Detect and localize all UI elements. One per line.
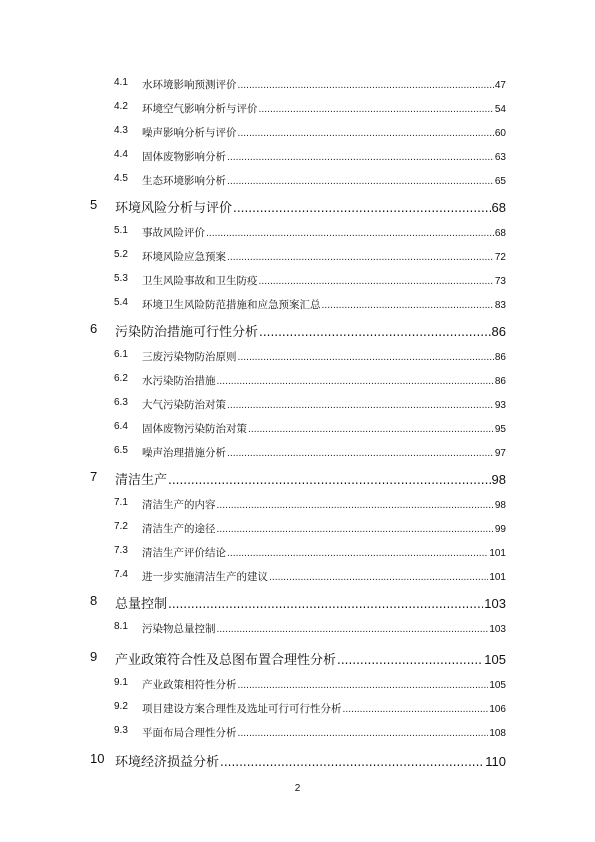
dot-leader (227, 177, 494, 187)
toc-entry-title: 噪声治理措施分析 (142, 447, 226, 459)
toc-entry-number: 5.4 (114, 297, 128, 308)
toc-entry-page: 68 (494, 228, 506, 239)
toc-entry-title: 项目建设方案合理性及选址可行可行性分析 (142, 703, 342, 715)
dot-leader (248, 425, 494, 435)
toc-entry-number: 7.3 (114, 545, 128, 556)
toc-entry-page: 99 (494, 524, 506, 535)
toc-entry-number: 10 (90, 751, 105, 766)
toc-entry-number: 5.2 (114, 249, 128, 260)
toc-entry-page: 105 (489, 680, 506, 691)
toc-entry-title: 进一步实施清洁生产的建议 (142, 571, 268, 583)
toc-entry-title: 水环境影响预测评价 (142, 79, 237, 91)
dot-leader (168, 473, 491, 487)
toc-entry-page: 103 (484, 596, 506, 611)
toc-entry-number: 4.1 (114, 77, 128, 88)
dot-leader (238, 353, 494, 363)
toc-entry-title: 噪声影响分析与评价 (142, 127, 237, 139)
toc-entry-page: 98 (494, 500, 506, 511)
toc-entry-title: 清洁生产的途径 (142, 523, 216, 535)
toc-entry-number: 4.3 (114, 125, 128, 136)
toc-entry-title: 环境风险应急预案 (142, 251, 226, 263)
toc-entry-page: 65 (494, 176, 506, 187)
toc-entry-title: 平面布局合理性分析 (142, 727, 237, 739)
toc-entry-number: 5 (90, 197, 98, 212)
toc-entry-number: 7.1 (114, 497, 128, 508)
toc-entry-page: 72 (494, 252, 506, 263)
toc-entry-page: 95 (494, 424, 506, 435)
dot-leader (259, 105, 494, 115)
toc-entry-page: 106 (489, 704, 506, 715)
toc-entry-page: 54 (494, 104, 506, 115)
toc-entry-title: 固体废物污染防治对策 (142, 423, 247, 435)
toc-entry-number: 4.4 (114, 149, 128, 160)
toc-entry-number: 6.5 (114, 445, 128, 456)
dot-leader (168, 597, 483, 611)
toc-entry-page: 60 (494, 128, 506, 139)
toc-entry-title: 清洁生产评价结论 (142, 547, 226, 559)
dot-leader (233, 201, 491, 215)
toc-entry-number: 7.4 (114, 569, 128, 580)
toc-entry-number: 6.3 (114, 397, 128, 408)
dot-leader (227, 449, 494, 459)
toc-entry-number: 9.2 (114, 701, 128, 712)
toc-entry-number: 4.5 (114, 173, 128, 184)
toc-entry-title: 水污染防治措施 (142, 375, 216, 387)
toc-entry-page: 86 (491, 324, 506, 339)
dot-leader (238, 729, 489, 739)
dot-leader (206, 229, 494, 239)
toc-entry-title: 卫生风险事故和卫生防疫 (142, 275, 258, 287)
toc-entry-page: 110 (485, 754, 506, 769)
toc-entry-number: 8 (90, 593, 98, 608)
dot-leader (337, 653, 483, 667)
toc-entry-number: 9 (90, 649, 98, 664)
dot-leader (227, 253, 494, 263)
toc-entry-title: 总量控制 (115, 597, 168, 612)
toc-entry-number: 5.1 (114, 225, 128, 236)
toc-entry-number: 5.3 (114, 273, 128, 284)
toc-entry-page: 98 (491, 472, 506, 487)
toc-entry-title: 环境卫生风险防范措施和应急预案汇总 (142, 299, 321, 311)
toc-entry-number: 7.2 (114, 521, 128, 532)
toc-entry-page: 86 (494, 376, 506, 387)
dot-leader (220, 755, 484, 769)
toc-entry-title: 环境风险分析与评价 (115, 201, 233, 216)
dot-leader (217, 501, 494, 511)
toc-entry-title: 清洁生产 (115, 473, 168, 488)
toc-entry-page: 83 (494, 300, 506, 311)
dot-leader (227, 153, 494, 163)
toc-entry-page: 68 (491, 200, 506, 215)
toc-entry-title: 大气污染防治对策 (142, 399, 226, 411)
page-number: 2 (294, 783, 301, 794)
dot-leader (259, 277, 494, 287)
dot-leader (238, 129, 494, 139)
toc-entry-page: 63 (494, 152, 506, 163)
toc-entry-title: 清洁生产的内容 (142, 499, 216, 511)
toc-entry-page: 47 (494, 80, 506, 91)
toc-entry-page: 108 (489, 728, 506, 739)
toc-entry-number: 9.1 (114, 677, 128, 688)
toc-entry-title: 产业政策符合性及总图布置合理性分析 (115, 653, 337, 668)
toc-entry-page: 86 (494, 352, 506, 363)
dot-leader (269, 573, 488, 583)
toc-entry-title: 事故风险评价 (142, 227, 205, 239)
dot-leader (322, 301, 494, 311)
toc-entry-number: 7 (90, 469, 98, 484)
toc-entry-title: 三废污染物防治原则 (142, 351, 237, 363)
toc-entry-title: 环境空气影响分析与评价 (142, 103, 258, 115)
toc-entry-page: 101 (489, 572, 506, 583)
toc-entry-number: 4.2 (114, 101, 128, 112)
toc-entry-number: 6.2 (114, 373, 128, 384)
toc-entry-page: 97 (494, 448, 506, 459)
toc-entry-page: 103 (489, 624, 506, 635)
toc-entry-number: 8.1 (114, 621, 128, 632)
toc-entry-number: 9.3 (114, 725, 128, 736)
toc-entry-title: 产业政策相符性分析 (142, 679, 237, 691)
dot-leader (238, 81, 494, 91)
toc-entry-title: 污染物总量控制 (142, 623, 216, 635)
toc-entry-number: 6 (90, 321, 98, 336)
dot-leader (238, 681, 489, 691)
toc-entry-title: 环境经济损益分析 (115, 755, 220, 770)
toc-entry-page: 101 (489, 548, 506, 559)
dot-leader (259, 325, 491, 339)
toc-entry-page: 73 (494, 276, 506, 287)
toc-entry-page: 105 (484, 652, 506, 667)
toc-entry-number: 6.4 (114, 421, 128, 432)
toc-entry-title: 污染防治措施可行性分析 (115, 325, 259, 340)
toc-entry-title: 固体废物影响分析 (142, 151, 226, 163)
dot-leader (343, 705, 489, 715)
dot-leader (217, 525, 494, 535)
dot-leader (217, 625, 489, 635)
dot-leader (217, 377, 494, 387)
toc-entry-title: 生态环境影响分析 (142, 175, 226, 187)
toc-entry-number: 6.1 (114, 349, 128, 360)
toc-entry-page: 93 (494, 400, 506, 411)
dot-leader (227, 549, 488, 559)
dot-leader (227, 401, 494, 411)
